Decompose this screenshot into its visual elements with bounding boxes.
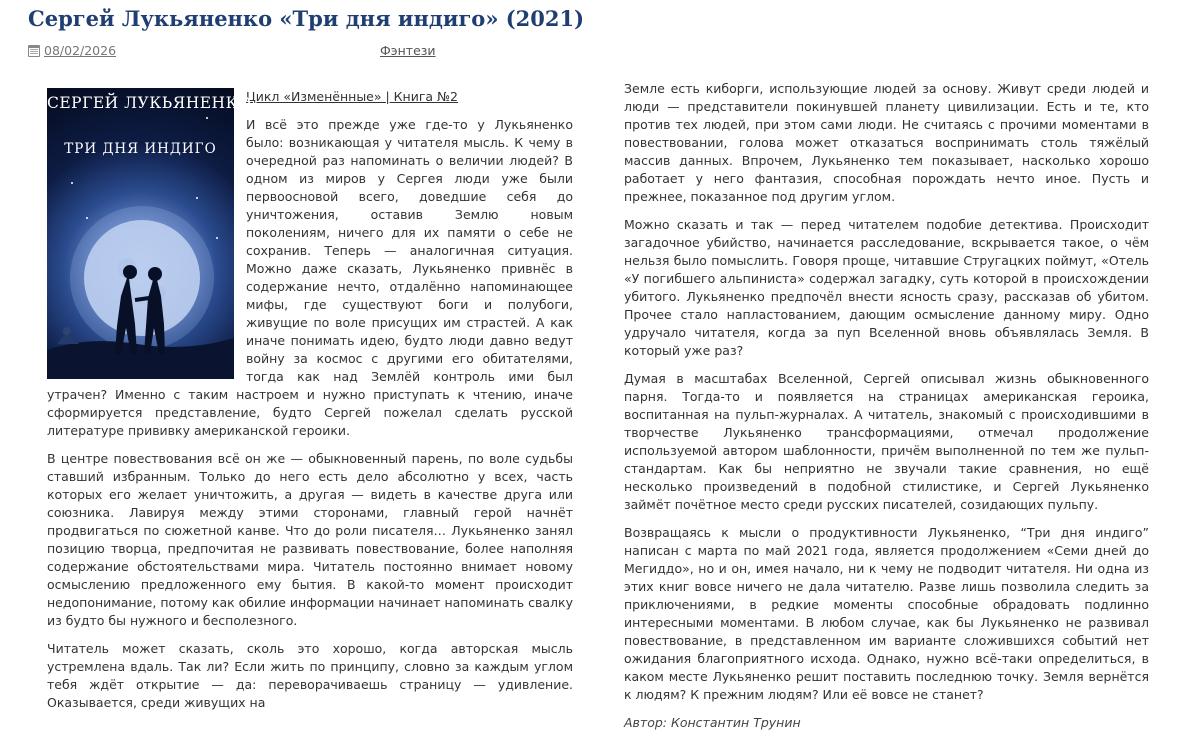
paragraph: Думая в масштабах Вселенной, Сергей описывал жизнь обыкновенного парня. Тогда-то и появляется на страницах американская героика, воспитанная на пульп-журналах. А читатель, знакомый с происходившими в творчестве Лукьяненко трансформациями, отмечал продолжение используемой автором шаблонности, причём выполненной по тем же пульп-стандартам. Как бы неприятно не звучали такие сравнения, но ещё несколько произведений в подобной стилистике, и Сергей Лукьяненко займёт почётное место среди русских писателей, созидающих пульпу. xyxy=(624,371,1149,512)
calendar-icon xyxy=(28,45,40,57)
cover-author: СЕРГЕЙ ЛУКЬЯНЕНКО xyxy=(47,94,252,112)
page-title: Сергей Лукьяненко «Три дня индиго» (2021) xyxy=(28,6,585,31)
post-date-link[interactable]: 08/02/2026 xyxy=(44,43,117,58)
category-link[interactable]: Фэнтези xyxy=(380,43,436,58)
book-cover-image xyxy=(47,88,252,379)
paragraph: Возвращаясь к мысли о продуктивности Лукьяненко, “Три дня индиго” написан с марта по май 2021 года, является продолжением «Семи дней до Мегиддо», но и он, имея начало, ни к чему не подводит читателя. Ни одна из этих книг вовсе ничего не дала читателю. Разве лишь позволила следить за приключениями, в редкие моменты способные обрадовать подлинно интересными моментами. В любом случае, как бы Лукьяненко не развивал повествование, в представленном им варианте сложившихся событий нет ожидания благоприятного исхода. Однако, нужно всё-таки определиться, в каком месте Лукьяненко решит поставить последнюю точку. Земля вернётся к людям? К прежним людям? Или её вовсе не станет? xyxy=(624,525,1149,702)
series-link[interactable]: Цикл «Изменённые» | Книга №2 xyxy=(246,89,459,104)
post-date xyxy=(28,43,116,58)
paragraph: Можно сказать и так — перед читателем подобие детектива. Происходит загадочное убийство, начинается расследование, вскрывается такое, о чём нельзя было помыслить. Говоря проще, читавшие Стругацких поймут, «Отель «У погибшего альпиниста» содержал загадку, суть которой в происхождении убитого. Лукьяненко предпочёл внести ясность сразу, рассказав об убитом. Прочее стало напластованием, дающим осмысление данному миру. Одно удручало читателя, когда за пуп Вселенной вновь объявлялась Земля. В который уже раз? xyxy=(624,217,1149,358)
paragraph: Земле есть киборги, использующие людей за основу. Живут среди людей и люди — представители покинувшей планету цивилизации. Есть и те, кто против тех людей, при этом сами люди. Не считаясь с прочими моментами в повествовании, голова может отказаться воспринимать столь тяжёлый массив данных. Впрочем, Лукьяненко тем показывает, насколько хорошо работает у него фантазия, способная порождать нечто иное. Пусть и прежнее, показанное под другим углом. xyxy=(624,81,1149,204)
article-column-right xyxy=(624,80,1149,742)
author-signature: Автор: Константин Трунин xyxy=(624,715,801,730)
cover-title: ТРИ ДНЯ ИНДИГО xyxy=(64,141,217,157)
paragraph: И всё это прежде уже где-то у Лукьяненко было: возникающая у читателя мысль. К чему в очередной раз напоминать о величии людей? В одном из миров у Сергея люди уже были первоосновой всего, доведшие себя до уничтожения, оставив Землю новым поколениям, ничего для их памяти о себе не сохранив. Теперь — аналогичная ситуация. Можно даже сказать, Лукьяненко привнёс в содержание нечто, отдалённо напоминающее мифы, где существуют боги и полубоги, живущие по воле присущих им страстей. А как иначе понимать идею, будто люди давно ведут войну за космос с другими его обитателями, тогда как над Землёй контроль ими был утрачен? Именно с таким настроем и нужно приступать к чтению, иначе сформируется представление, будто Сергей пожелал сделать русской литературе прививку американской героики. xyxy=(47,117,573,438)
paragraph: В центре повествования всё он же — обыкновенный парень, по воле судьбы ставший избранным. Только до него есть дело абсолютно у всех, часть которых его желает уничтожить, а другая — видеть в качестве друга или союзника. Лавируя между этими сторонами, главный герой начнёт продвигаться по сюжетной канве. Что до роли писателя… Лукьяненко занял позицию творца, предпочитая не развивать повествование, более наполняя содержание обстоятельствами мира. Читатель постоянно внимает новому осмыслению предложенного ему бытия. В какой-то момент происходит недопонимание, потому как обилие информации начинает напоминать свалку из будто бы нужного и бесполезного. xyxy=(47,451,573,628)
cover-illustration xyxy=(47,88,252,379)
article-column-left xyxy=(47,88,573,710)
paragraph: Читатель может сказать, сколь это хорошо, когда авторская мысль устремлена вдаль. Так ли? Если жить по принципу, словно за каждым углом тебя ждёт открытие — да: переворачиваешь страницу — удивление. Оказывается, среди живущих на xyxy=(47,641,573,710)
